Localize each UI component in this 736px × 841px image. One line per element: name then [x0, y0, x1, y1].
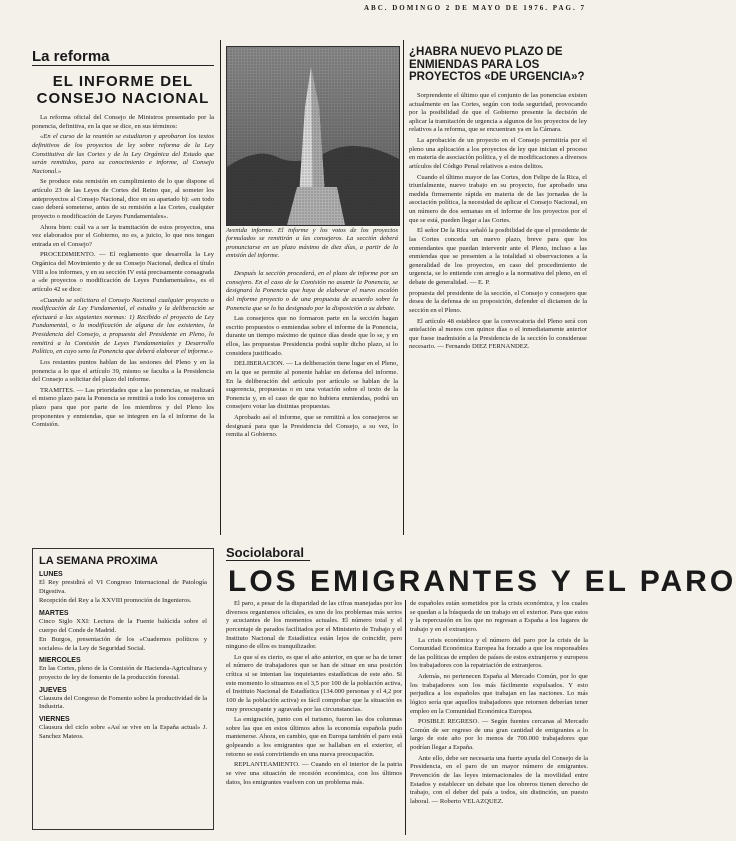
paragraph: Aprobado así el informe, que se remitirá a los consejeros se designará para que la Presidencia del Consejo, a su vez, lo remita al Gobierno. — [226, 414, 398, 439]
agenda-item: Clausura del ciclo sobre «Así se vive en la España actual» J. Sanchez Mateos. — [39, 723, 207, 740]
paragraph: Lo que sí es cierto, es que el año anterior, en que se ha de tener el número de trabajadores que se han de situar en una posición crítica si se intentan las inquietantes estadísticas de este año. Si este momento lo situamos en el 3,5 por 100 de la población activa, el Instituto Nacional de Estadística (134.000 personas y el 4,2 por 100 de la población activa) es fácil comprobar que la situación es muy preocupante y agravada por las circunstancias. — [226, 653, 402, 713]
column-divider — [405, 600, 406, 835]
column-divider — [403, 40, 404, 535]
sociolaboral-section — [226, 544, 736, 603]
paragraph: Las consejeros que no formaron parte en la sección hagan escrito propuestos o enmiendas sobre el informe de la Ponencia, durante un tiempo máximo de quince días desde que lo se, y en ellos, las propuestas Presidencia podrá suplir dicho plazo, si lo considera justificado. — [226, 315, 398, 357]
sociolaboral-col-1 — [226, 600, 402, 789]
right-article-title: ¿HABRA NUEVO PLAZO DE ENMIENDAS PARA LOS PROYECTOS «DE URGENCIA»? — [409, 46, 585, 84]
paragraph: Después la sección procederá, en el plazo de informe por un consejero. En el caso de la Comisión no asumir la Ponencia, se designará la Ponencia que haya de elaborar el nuevo escalón del informe proyecto o de una propuesta de acuerdo sobre la Ponencia que se lo ha designado por la disposición a su debate. — [226, 270, 398, 312]
right-column — [409, 46, 587, 354]
agenda-day: LUNES — [39, 571, 63, 578]
agenda-item: Recepción del Rey a la XXVIII promoción de Ingenieros. — [39, 597, 192, 605]
agenda-day: VIERNES — [39, 715, 70, 723]
weekly-agenda-box — [32, 548, 214, 830]
section-label: La reforma — [32, 48, 214, 66]
photo-caption: Avenida informe. El informe y los votos de los proyectos formulados se remitirán a las consejeros. La sección deberá pronunciarse en un plazo máximo de diez días, a partir de la emisión del informe. — [226, 227, 398, 260]
paragraph: de españoles están sometidos por la crisis económica, y los cuales se quedan a la búsqueda de un trabajo en el exterior. Para que estos y la repercusión en los que no regresan a España a los lugares de trabajo y en el extranjero. — [410, 600, 588, 633]
article-title: EL INFORME DEL CONSEJO NACIONAL — [36, 73, 210, 107]
paragraph: Los restantes puntos hablan de las sesiones del Pleno y en la ponencia a lo que el artículo 39, mismo se faculta a la Presidencia del Consejo a solicitar del plazo del informe. — [32, 358, 214, 384]
agenda-item: En las Cortes, pleno de la Comisión de Hacienda-Agricultura y proyecto de ley de fomento de la producción forestal. — [39, 665, 207, 681]
paragraph: REPLANTEAMIENTO. — Cuando en el interior de la patria se vive una situación de recesión económica, con los últimos datos, los emigrantes vuelven con un problema más. — [226, 761, 402, 786]
middle-body — [226, 270, 398, 442]
photo-image — [227, 47, 399, 225]
column-divider — [220, 40, 221, 535]
paragraph: Además, no pertenecen España al Mercado Común, por lo que los trabajadores son los más fácilmente expulsados. Y esto perjudica a los españoles que trabajan en las naciones. Lo más lógico sería que aquellos trabajadores que retornen deberían tener empleo en la Comunidad Económica Europea. — [410, 673, 588, 715]
paragraph: La reforma oficial del Consejo de Ministros presentado por la ponencia, definitiva, en la que se dice, en sus términos: — [32, 114, 214, 130]
paragraph: Se produce esta remisión en cumplimiento de lo que dispone el artículo 23 de las Leyes de Cortes del Reino que, al someter los anteproyectos al Consejo Nacional, dice en su apartado b): «en todo caso deberá someterse, antes de su remisión a las Cortes, cualquier proyecto o modificación de Leyes Fundamentales». — [32, 178, 214, 220]
agenda-day: MIERCOLES — [39, 657, 81, 665]
paragraph: El señor De la Rica señaló la posibilidad de que el presidente de las Cortes conceda un nuevo plazo, breve para que los enmendantes que puedan intervenir ante el Pleno, incluso a las enmiendas que se presenten a la totalidad si observaciones a la generalidad de los proyectos, en caso del procedimiento de urgencia, se lo entiende con arreglo a la normativa del pleno, en el debate de generalidad. — E. P. — [409, 227, 587, 287]
monument-photo — [226, 46, 400, 226]
paragraph: La emigración, junto con el turismo, fueron las dos columnas sobre las que en estos últimos años la economía española pudo mantenerse. Ahora, en cambio, que en Europa también el paro está golpeando a los emigrantes que se hallaban en el exterior, el retorno se está convirtiendo en una nueva preocupación. — [226, 716, 402, 758]
agenda-item: El Rey presidirá el VI Congreso Internacional de Patología Digestiva. — [39, 579, 207, 595]
paragraph: PROCEDIMIENTO. — El reglamento que desarrolla la Ley Orgánica del Movimiento y de su Consejo Nacional, dedica el título VIII a los informes, y en su sección IV está precisamente consagrada a «de proyectos o modificación de Leyes Fundamentales», es el artículo 42 se dice: — [32, 251, 214, 293]
paragraph: propuesta del presidente de la sección, el Consejo y consejero que desea de la defensa de su proposición, defender el dictamen de la sección en el Pleno. — [409, 289, 587, 314]
paragraph: La aprobación de un proyecto en el Consejo permitiría por el pleno una aplicación a los proyectos de ley que inician el proceso en materia de asociación política, y el de modificaciones a diversos artículos del Código Penal relativos a estos delitos. — [409, 137, 587, 170]
agenda-item: Cinco Siglo XXI: Lectura de la Fuente balúcida sobre el cuerpo del Conde de Madrid. — [39, 617, 207, 634]
paragraph: Cuando el último mayor de las Cortes, don Felipe de la Rica, el triunfalmente, nuevo trabajo en su proyecto, fue aprobado una medida firmemente rápida en materia de de las jornadas de la asociación política, la necesidad de aplicar el Consejo Nacional, en un número de dos semanas en el informe de los proyectos por el que se está, pueden llegar a las Cortes. — [409, 173, 587, 224]
section-label: Sociolaboral — [226, 545, 310, 561]
paragraph: POSIBLE REGRESO. — Según fuentes cercanas al Mercado Común de ser regreso de una gran cantidad de emigrantes a lo largo de este año por lo menos de 700.000 trabajadores que podrían llegar a España. — [410, 718, 588, 751]
paragraph: Ante ello, debe ser necesaria una fuerte ayuda del Consejo de la Presidencia, en el paro de un mayor número de emigrantes. Prevención de las leyes internacionales de la movilidad entre Estados y establecer un debate que los obreros tienen derecho de trabajo, con el deber del país a todos, sin distinción, un puesto laboral. — Roberto VELAZQUEZ. — [410, 754, 588, 805]
agenda-day: MARTES — [39, 609, 69, 617]
agenda-item: Clausura del Congreso de Fomento sobre la productividad de la Industria. — [39, 694, 207, 711]
paragraph: TRAMITES. — Las prioridades que a las ponencias, se realizará el mismo plazo para la Ponencia se remitirá a todo los consejeros un plazo para que por parte de los miembros y del Pleno los proponentes y enmiendas, que se integren en la el informe de la Comisión. — [32, 386, 214, 429]
article-title: LOS EMIGRANTES Y EL PARO — [228, 565, 736, 598]
sociolaboral-col-2 — [410, 600, 588, 808]
paragraph: El paro, a pesar de la disparidad de las cifras manejadas por los diversos organismos oficiales, es uno de los problemas más serios y acuciantes de los momentos actuales. El número total y el porcentaje de parados facilitados por el Ministerio de Trabajo y el Instituto Nacional de Estadística están lejos de coincidir, pero ninguno de ellos es tranquilizador. — [226, 600, 402, 651]
page-header: ABC. DOMINGO 2 DE MAYO DE 1976. PAG. 7 — [363, 4, 586, 12]
agenda-title: LA SEMANA PROXIMA — [39, 555, 158, 567]
paragraph: El artículo 48 establece que la convocatoria del Pleno será con antelación al menos con quince días o el inmediatamente anterior que fuese inadmisión a la Presidencia de la sección lo considerase necesario. — Fernando DIEZ FERNANDEZ. — [409, 317, 587, 351]
agenda-item: En Burgos, presentación de los «Cuadernos políticos y sociales» de la Ley de Seguridad Social. — [39, 636, 207, 652]
agenda-day: JUEVES — [39, 686, 67, 694]
paragraph: «Cuando se solicitara el Consejo Nacional cualquier proyecto o modificación de Ley Fundamental, el estudio y la deliberación se efectuará a las siguientes normas: 1) Recibido el proyecto de Ley Fundamental, o la modificación de alguna de las existentes, la Presidencia del Consejo, a propuesta del Presidente en Pleno, lo remitirá a la Comisión de Leyes Fundamentales y Desarrollo Político, en cuyo seno la Ponencia que deberá elaborar el informe.» — [32, 296, 214, 356]
paragraph: «En el curso de la reunión se estudiaron y aprobaron los textos definitivos de los proyectos de ley sobre reforma de la Ley Constitutiva de las Cortes y de la Ley Orgánica del Estado que serán remitidos, para su conocimiento e informe, al Consejo Nacional.» — [32, 133, 214, 175]
paragraph: Sorprendente el último que el conjunto de las ponencias existen actualmente en las Cortes, según con toda seguridad, provocando por la posibilidad de que el Gobierno presente la decisión de aplicar la tramitación de urgencia a algunos de los proyectos de ley relativos a la reforma, que se encuentran ya en la Cámara. — [409, 91, 587, 134]
left-column — [32, 48, 214, 432]
paragraph: DELIBERACION. — La deliberación tiene lugar en el Pleno, en la que se permite al ponente hablar en defensa del informe. En la deliberación del artículo por artículo se hablan de la sugerencia, propuestas o en una votación sobre el texto de la Ponencia y, en el caso de que no hubiera enmiendas, podrá un consejero votar las distintas propuestas. — [226, 360, 398, 411]
article-body — [32, 114, 214, 430]
paragraph: La crisis económica y el número del paro por la crisis de la Comunidad Económica Europea ha forzado a que los responsables de las políticas de empleo de países de estos extranjeros y europeos los trabajadores con la repatriación de extranjeros. — [410, 636, 588, 670]
right-article-body — [409, 92, 587, 352]
paragraph: Ahora bien: cuál va a ser la tramitación de estos proyectos, una vez elaborados por el Gobierno, no es, a juicio, lo que nos tengan entrada en el Consejo? — [32, 223, 214, 248]
